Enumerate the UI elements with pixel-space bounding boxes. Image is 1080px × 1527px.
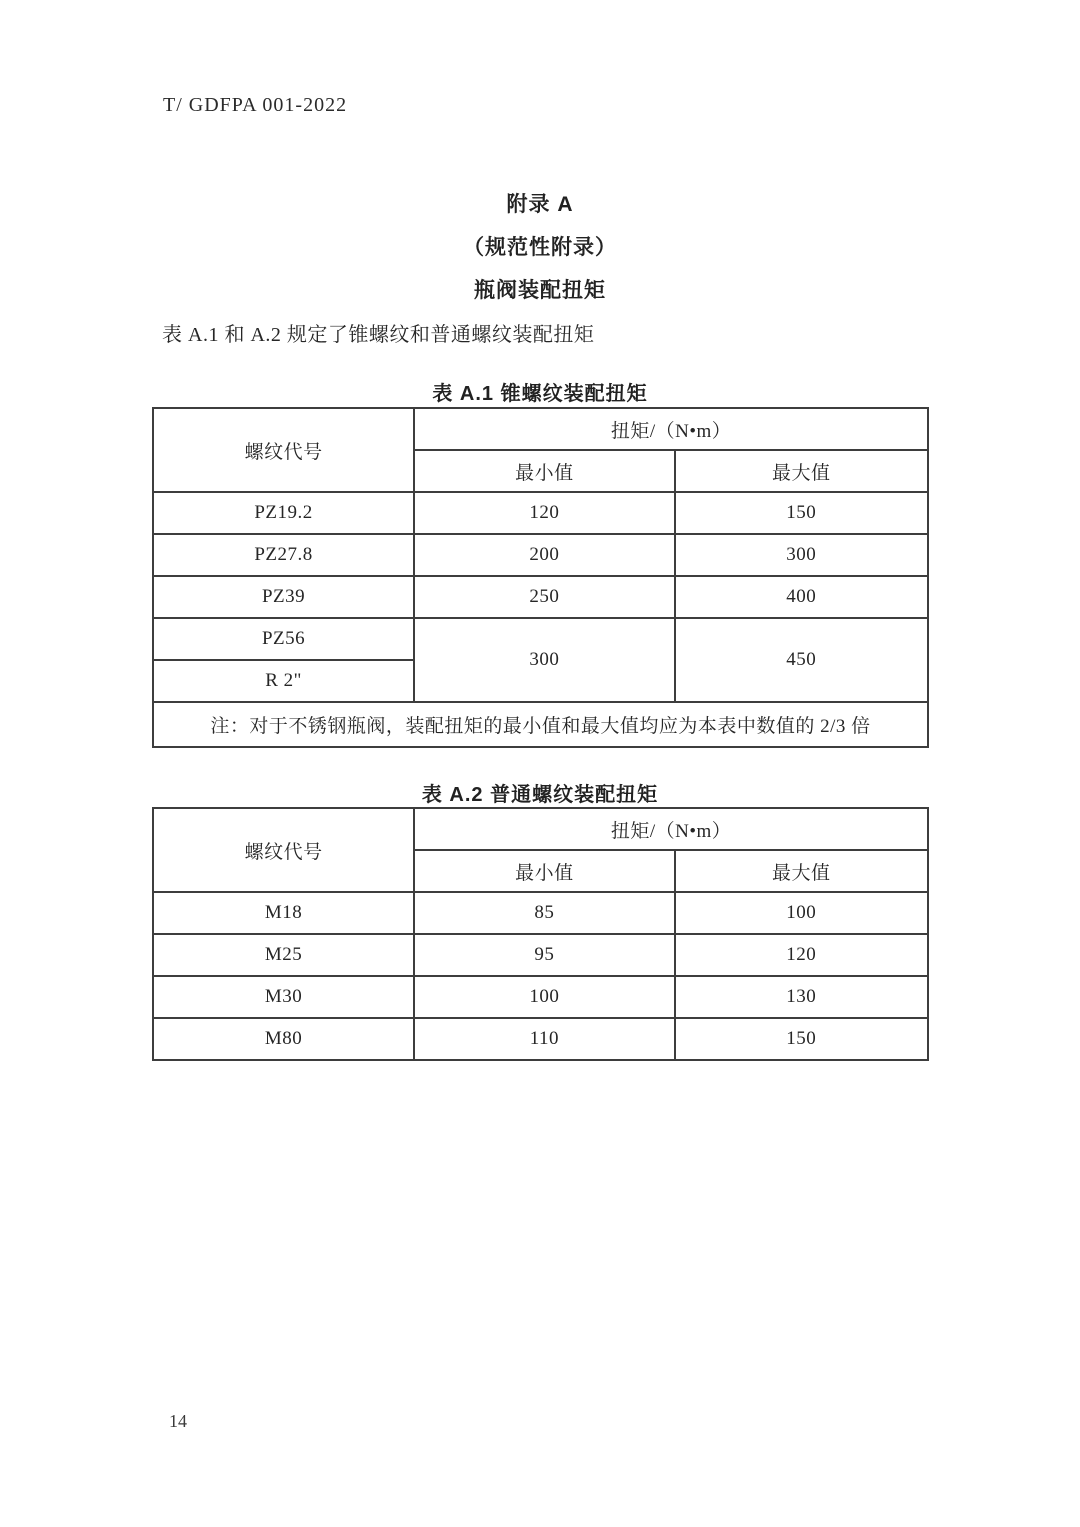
intro-paragraph: 表 A.1 和 A.2 规定了锥螺纹和普通螺纹装配扭矩 — [162, 324, 595, 346]
max-value-cell: 150 — [675, 1018, 928, 1060]
table-note: 注：对于不锈钢瓶阀，装配扭矩的最小值和最大值均应为本表中数值的 2/3 倍 — [153, 702, 928, 747]
min-value-cell: 120 — [414, 492, 674, 534]
appendix-subtitle: （规范性附录） — [463, 236, 617, 259]
table-row — [153, 534, 928, 576]
thread-code-cell: PZ39 — [153, 576, 414, 618]
max-value-cell: 130 — [675, 976, 928, 1018]
max-value-cell: 150 — [675, 492, 928, 534]
thread-code-header: 螺纹代号 — [153, 408, 414, 492]
min-value-cell: 110 — [414, 1018, 674, 1060]
max-value-cell: 100 — [675, 892, 928, 934]
max-header: 最大值 — [675, 450, 928, 492]
document-code: T/ GDFPA 001-2022 — [163, 94, 348, 116]
min-value-cell: 250 — [414, 576, 674, 618]
appendix-header — [0, 188, 1080, 317]
table-row — [153, 492, 928, 534]
torque-unit-header: 扭矩/（N•m） — [414, 408, 928, 450]
min-value-cell: 200 — [414, 534, 674, 576]
table-a2-caption: 表 A.2 普通螺纹装配扭矩 — [421, 784, 659, 806]
table-row — [153, 976, 928, 1018]
table-a1-caption: 表 A.1 锥螺纹装配扭矩 — [432, 383, 648, 405]
thread-code-cell: R 2" — [153, 660, 414, 702]
min-value-cell: 100 — [414, 976, 674, 1018]
table-row — [153, 892, 928, 934]
thread-code-cell: PZ27.8 — [153, 534, 414, 576]
thread-code-cell: M80 — [153, 1018, 414, 1060]
table-a1 — [152, 407, 929, 748]
max-value-cell: 450 — [675, 618, 928, 702]
max-value-cell: 400 — [675, 576, 928, 618]
table-row — [153, 702, 928, 747]
thread-code-cell: M25 — [153, 934, 414, 976]
table-row — [153, 808, 928, 850]
min-header: 最小值 — [414, 850, 674, 892]
thread-code-cell: PZ19.2 — [153, 492, 414, 534]
table-row — [153, 618, 928, 660]
max-value-cell: 120 — [675, 934, 928, 976]
page-number: 14 — [169, 1411, 187, 1431]
thread-code-cell: M30 — [153, 976, 414, 1018]
table-row — [153, 408, 928, 450]
min-value-cell: 95 — [414, 934, 674, 976]
table-a2 — [152, 807, 929, 1061]
max-value-cell: 300 — [675, 534, 928, 576]
table-row — [153, 1018, 928, 1060]
appendix-title: 附录 A — [506, 193, 574, 216]
torque-unit-header: 扭矩/（N•m） — [414, 808, 928, 850]
table-row — [153, 576, 928, 618]
table-row — [153, 934, 928, 976]
appendix-heading: 瓶阀装配扭矩 — [474, 279, 606, 302]
thread-code-cell: PZ56 — [153, 618, 414, 660]
min-value-cell: 300 — [414, 618, 674, 702]
thread-code-header: 螺纹代号 — [153, 808, 414, 892]
min-header: 最小值 — [414, 450, 674, 492]
thread-code-cell: M18 — [153, 892, 414, 934]
max-header: 最大值 — [675, 850, 928, 892]
min-value-cell: 85 — [414, 892, 674, 934]
